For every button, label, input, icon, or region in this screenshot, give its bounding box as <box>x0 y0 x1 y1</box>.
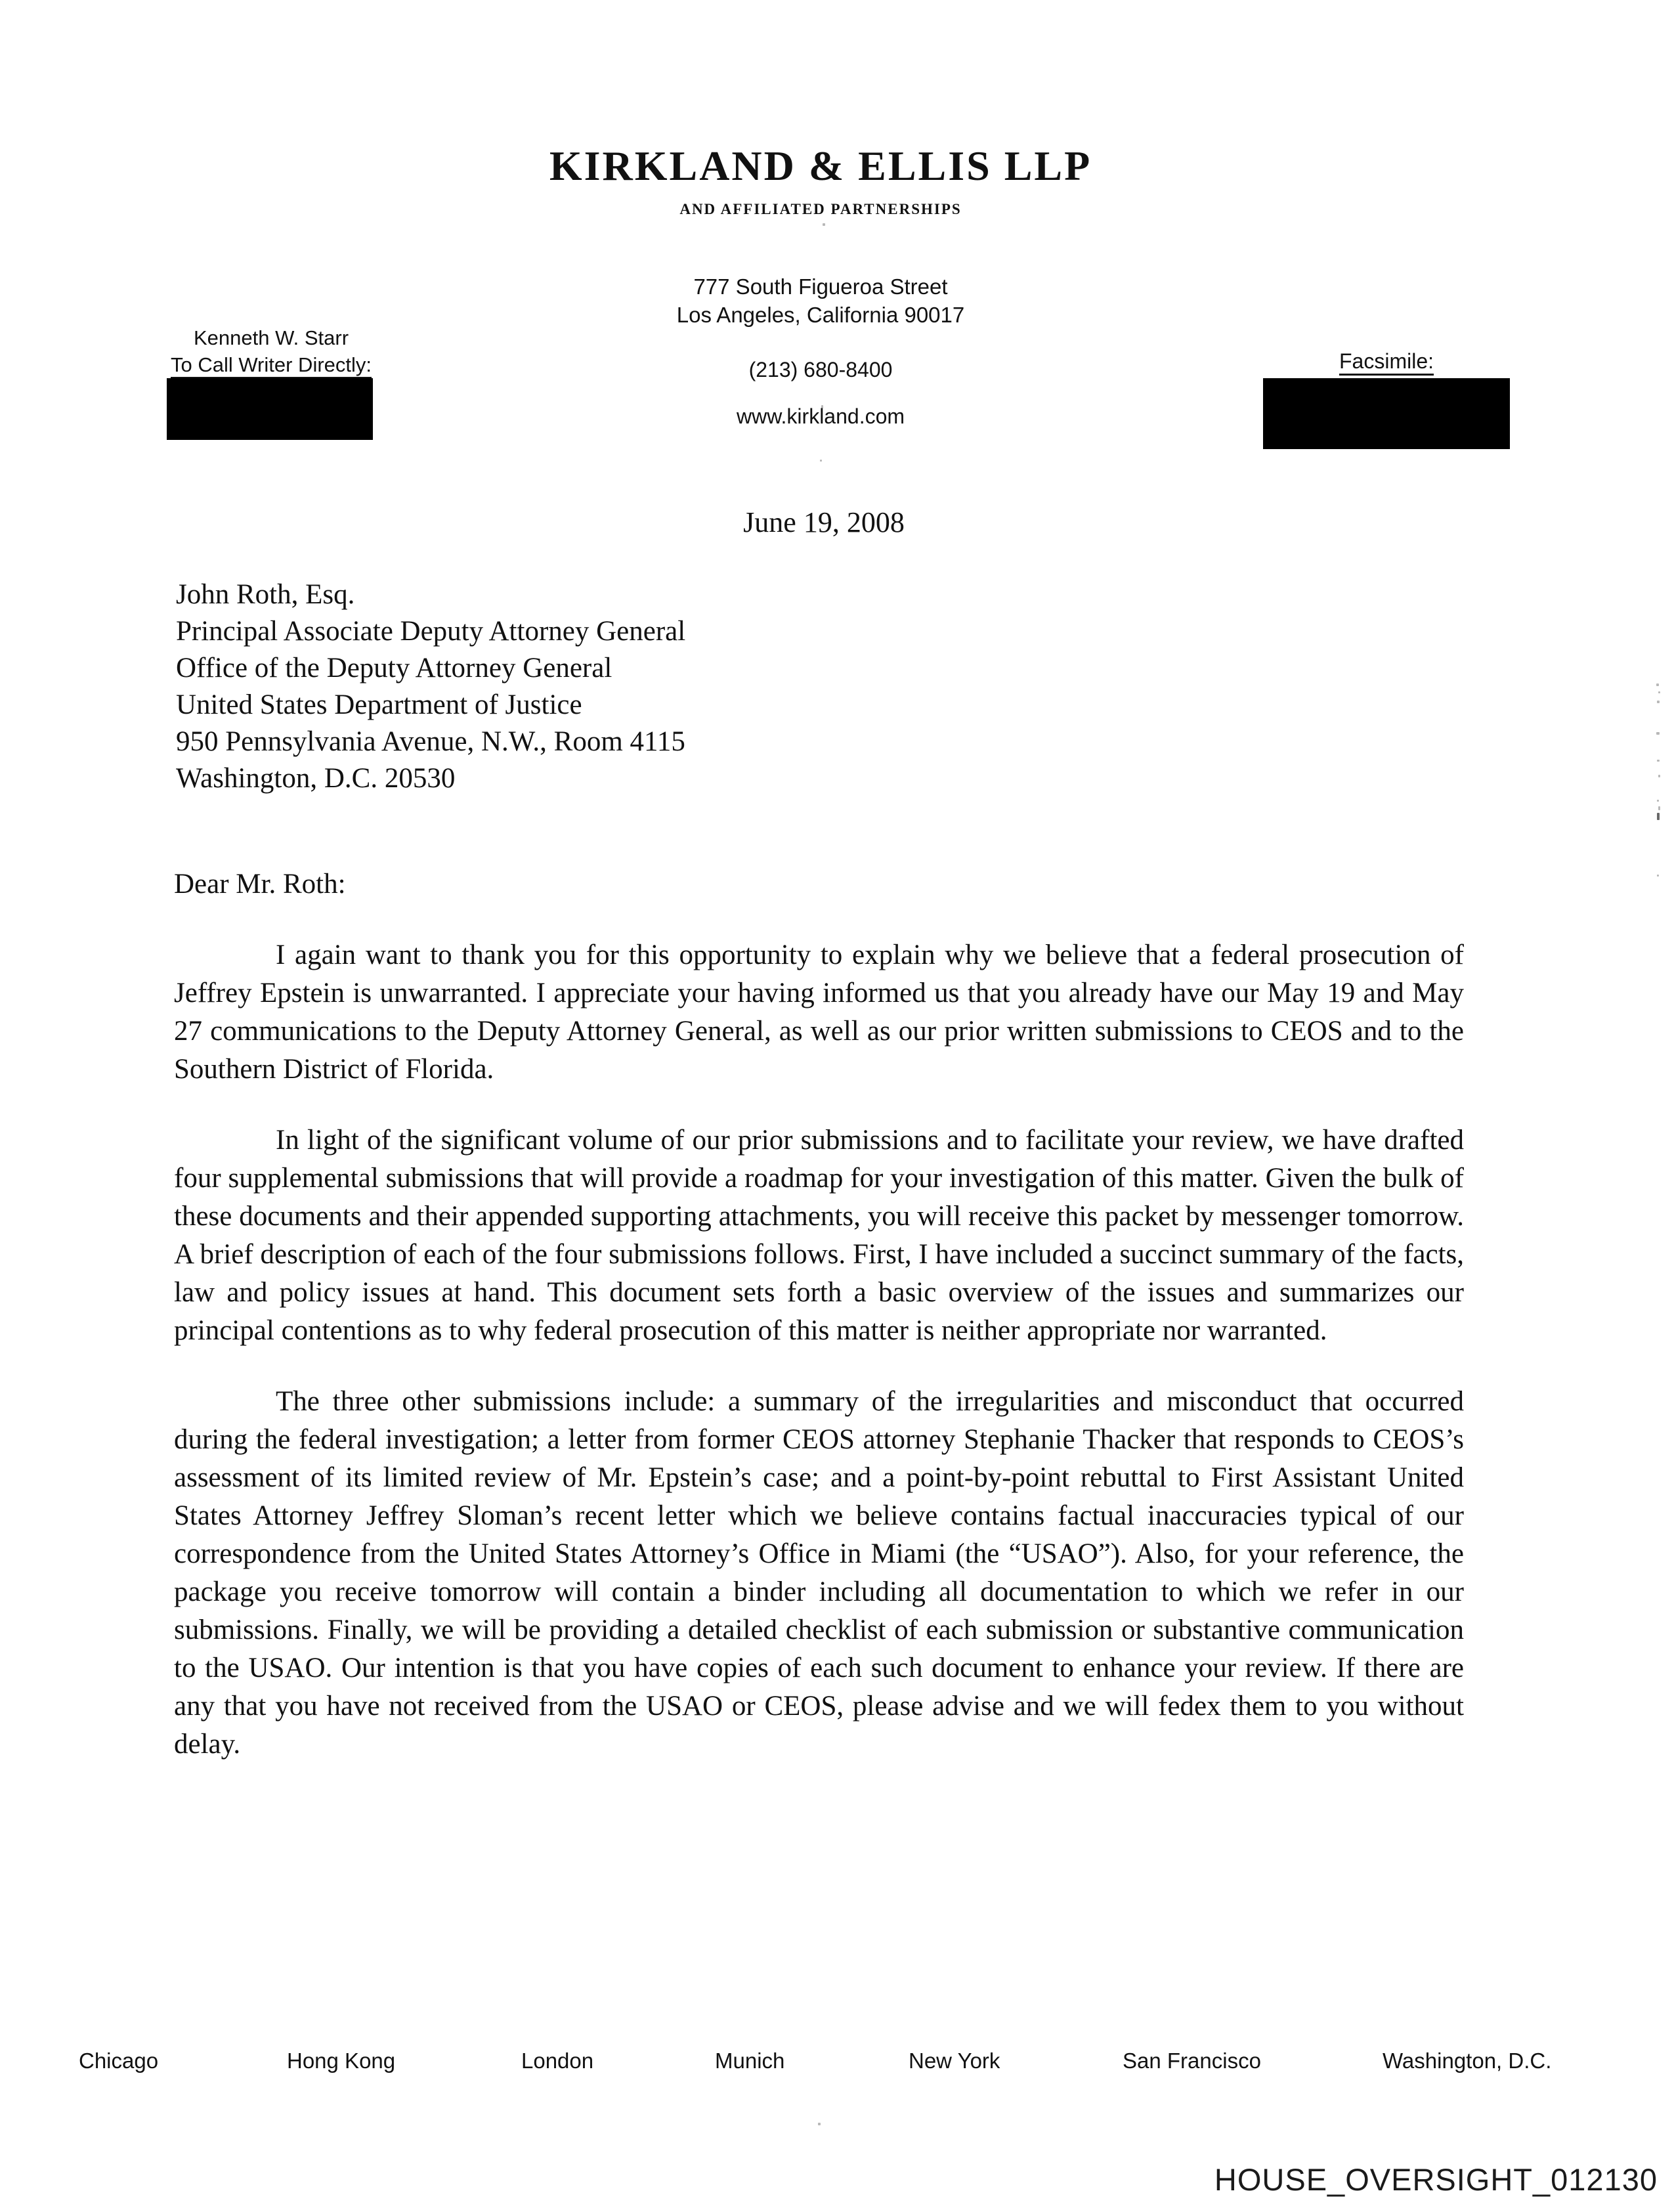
scan-artifact <box>1656 732 1660 735</box>
firm-affiliation: AND AFFILIATED PARTNERSHIPS <box>679 201 962 217</box>
body-paragraph: In light of the significant volume of our prior submissions and to facilitate your review, we have drafted four supplemental submissions that will provide a roadmap for your investigation of this matter. Given the bulk of these documents and their appended supporting attachments, you will receive this packet by messenger tomorrow. A brief description of each of the four submissions follows. First, I have included a succinct summary of the facts, law and policy issues at hand. This document sets forth a basic overview of the issues and summarizes our principal contentions as to why federal prosecution of this matter is neither appropriate nor warranted. <box>174 1125 1464 1346</box>
facsimile-block <box>1263 349 1510 374</box>
scan-artifact <box>1657 813 1660 820</box>
office-city: London <box>521 2049 594 2073</box>
scan-artifact <box>821 405 823 408</box>
writer-name: Kenneth W. Starr <box>193 326 349 349</box>
scan-artifact <box>1657 875 1659 877</box>
recipient-address-block <box>176 576 685 797</box>
firm-website: www.kirkland.com <box>736 404 905 428</box>
office-city: New York <box>909 2049 1000 2073</box>
office-locations-row <box>0 2049 1674 2079</box>
scan-artifact <box>820 460 822 462</box>
firm-phone-number: (213) 680-8400 <box>748 358 893 381</box>
recipient-line: John Roth, Esq. <box>176 579 355 610</box>
firm-city-address: Los Angeles, California 90017 <box>676 303 965 327</box>
body-paragraphs <box>174 936 1464 1764</box>
firm-name: KIRKLAND & ELLIS LLP <box>549 142 1092 189</box>
scan-artifact <box>1657 760 1660 762</box>
office-city: San Francisco <box>1123 2049 1261 2073</box>
scan-artifact <box>1658 775 1660 777</box>
scan-artifact <box>1656 683 1659 686</box>
scan-artifact <box>1657 701 1660 703</box>
recipient-line: 950 Pennsylvania Avenue, N.W., Room 4115 <box>176 726 685 757</box>
recipient-line: Office of the Deputy Attorney General <box>176 653 612 683</box>
scan-artifact <box>1658 691 1660 693</box>
scan-artifact <box>823 223 825 226</box>
office-city: Chicago <box>79 2049 159 2073</box>
facsimile-label: Facsimile: <box>1339 349 1434 376</box>
scan-artifact <box>1658 806 1660 810</box>
recipient-line: Principal Associate Deputy Attorney General <box>176 616 686 647</box>
letter-date: June 19, 2008 <box>743 506 905 538</box>
call-writer-label: To Call Writer Directly: <box>171 353 372 379</box>
recipient-line: United States Department of Justice <box>176 689 582 720</box>
letter-body <box>174 865 1464 1764</box>
office-city: Washington, D.C. <box>1383 2049 1552 2073</box>
office-city: Munich <box>715 2049 785 2073</box>
scan-artifact <box>818 2123 821 2125</box>
salutation: Dear Mr. Roth: <box>174 869 346 900</box>
firm-street-address: 777 South Figueroa Street <box>693 274 948 299</box>
scan-artifact <box>819 315 821 317</box>
body-paragraph: The three other submissions include: a summary of the irregularities and misconduct that occurred during the federal investigation; a letter from former CEOS attorney Stephanie Thacker that responds to CEOS’s assessment of its limited review of Mr. Epstein’s case; and a point-by-point rebuttal to First Assistant United States Attorney Jeffrey Sloman’s recent letter which we believe contains factual inaccuracies typical of our correspondence from the United States Attorney’s Office in Miami (the “USAO”). Also, for your reference, the package you receive tomorrow will contain a binder including all documentation to which we refer in our submissions. Finally, we will be providing a detailed checklist of each submission or substantive communication to the USAO. Our intention is that you have copies of each such document to enhance your review. If there are any that you have not received from the USAO or CEOS, please advise and we will fedex them to you without delay. <box>174 1386 1464 1760</box>
bates-number: HOUSE_OVERSIGHT_012130 <box>1214 2162 1658 2197</box>
body-paragraph: I again want to thank you for this opportunity to explain why we believe that a federal prosecution of Jeffrey Epstein is unwarranted. I appreciate your having informed us that you already have our May 19 and May 27 communications to the Deputy Attorney General, as well as our prior written submissions to CEOS and to the Southern District of Florida. <box>174 940 1464 1085</box>
scan-artifact <box>1657 800 1659 802</box>
recipient-line: Washington, D.C. 20530 <box>176 763 456 794</box>
office-city: Hong Kong <box>287 2049 396 2073</box>
